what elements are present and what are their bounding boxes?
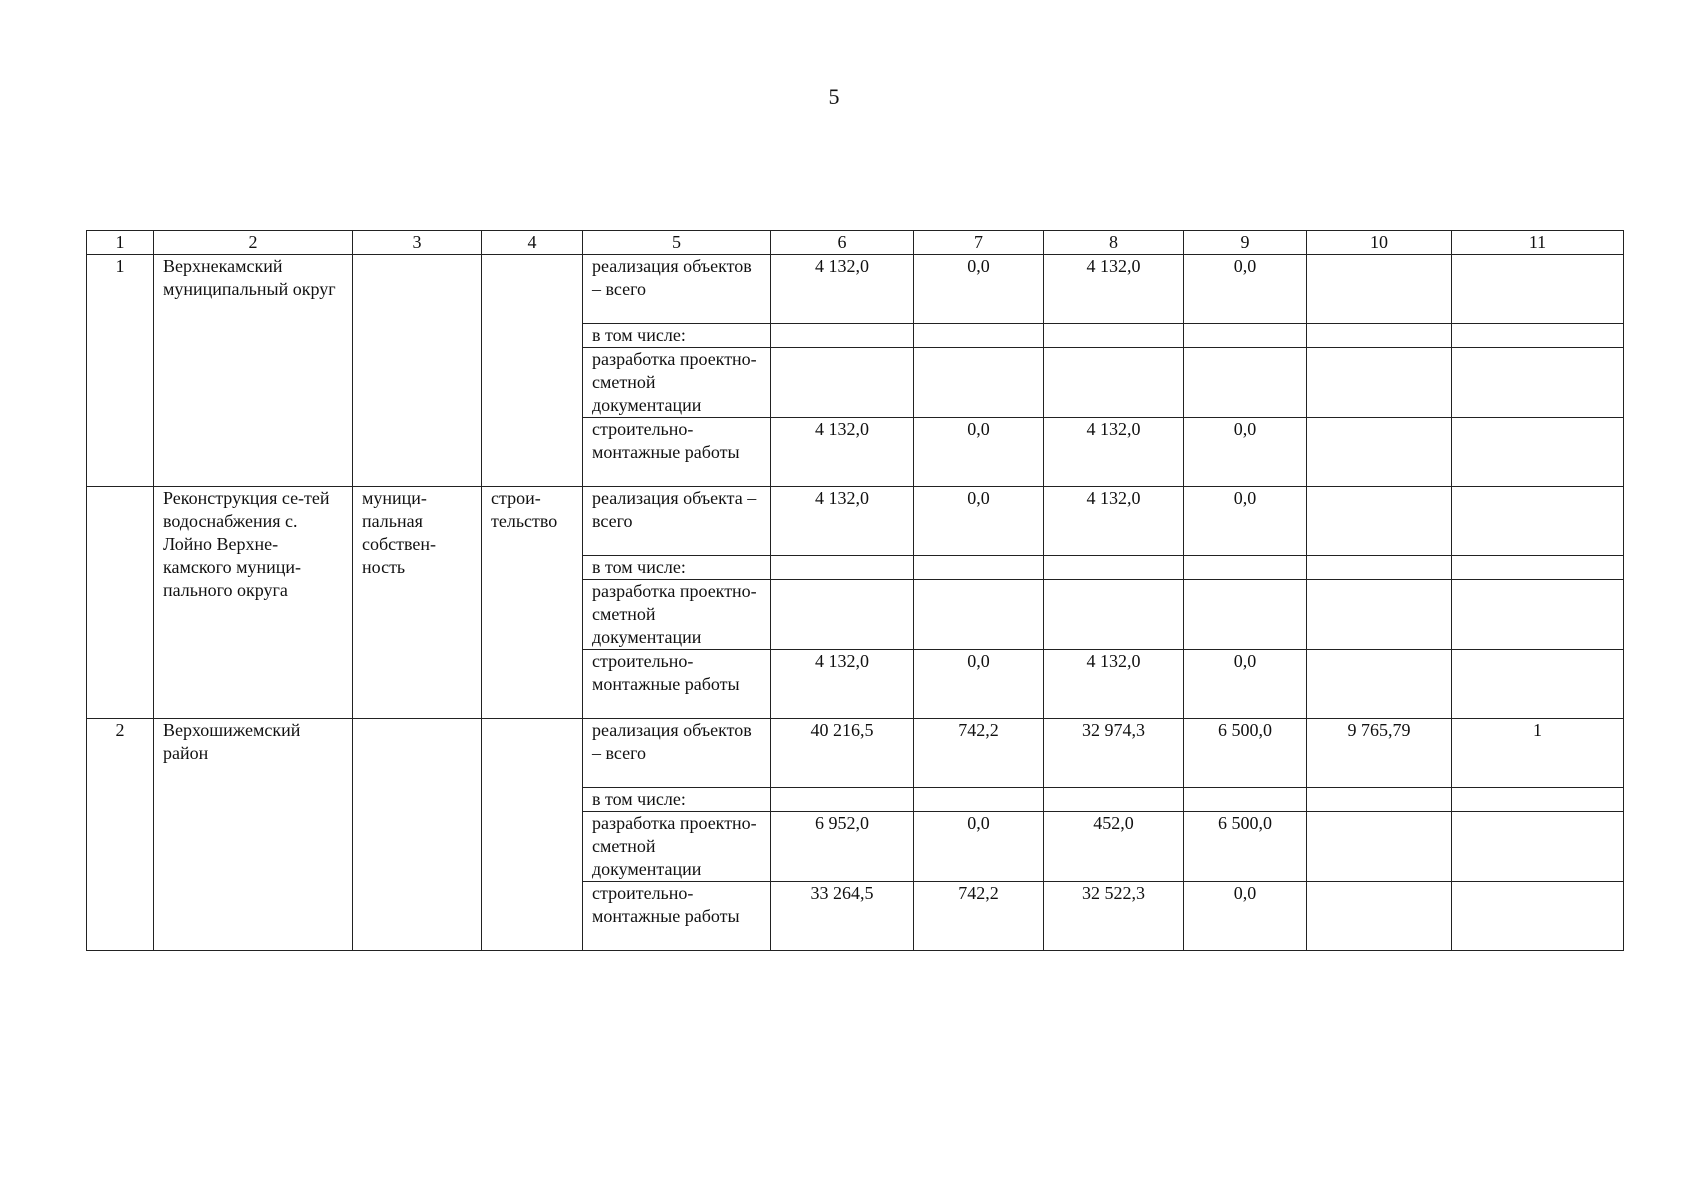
- value-cell: [1044, 324, 1184, 348]
- value-cell: 0,0: [914, 487, 1044, 556]
- value-cell: 4 132,0: [1044, 487, 1184, 556]
- row-number-cell: 1: [87, 255, 154, 487]
- value-cell: [1452, 556, 1624, 580]
- ownership-cell: [353, 719, 482, 951]
- description-cell: в том числе:: [583, 324, 771, 348]
- value-cell: 0,0: [914, 650, 1044, 719]
- value-cell: [914, 580, 1044, 650]
- value-cell: [771, 580, 914, 650]
- value-cell: 6 500,0: [1184, 719, 1307, 788]
- value-cell: [1307, 882, 1452, 951]
- header-cell: 3: [353, 231, 482, 255]
- description-cell: реализация объектов – всего: [583, 255, 771, 324]
- value-cell: 0,0: [1184, 418, 1307, 487]
- description-cell: строительно-монтажные работы: [583, 418, 771, 487]
- page-number: 5: [828, 84, 840, 109]
- description-cell: реализация объектов – всего: [583, 719, 771, 788]
- value-cell: 6 952,0: [771, 812, 914, 882]
- ownership-cell: муници-пальная собствен-ность: [353, 487, 482, 719]
- work-type-cell: строи-тельство: [482, 487, 583, 719]
- value-cell: 4 132,0: [1044, 255, 1184, 324]
- value-cell: 0,0: [1184, 255, 1307, 324]
- value-cell: [914, 788, 1044, 812]
- value-cell: 9 765,79: [1307, 719, 1452, 788]
- description-cell: в том числе:: [583, 556, 771, 580]
- description-cell: разработка проектно-сметной документации: [583, 580, 771, 650]
- header-cell: 10: [1307, 231, 1452, 255]
- value-cell: [1044, 348, 1184, 418]
- value-cell: 0,0: [914, 812, 1044, 882]
- object-name-cell: Реконструкция се-тей водоснабжения с. Лойно Верхне-камского муници-пального округа: [154, 487, 353, 719]
- value-cell: 4 132,0: [771, 650, 914, 719]
- value-cell: 4 132,0: [771, 255, 914, 324]
- value-cell: [1452, 487, 1624, 556]
- value-cell: [1044, 556, 1184, 580]
- value-cell: [1184, 788, 1307, 812]
- description-cell: разработка проектно-сметной документации: [583, 348, 771, 418]
- value-cell: [1044, 788, 1184, 812]
- value-cell: 0,0: [914, 418, 1044, 487]
- value-cell: 32 974,3: [1044, 719, 1184, 788]
- row-number-cell: 2: [87, 719, 154, 951]
- ownership-cell: [353, 255, 482, 487]
- value-cell: [1307, 812, 1452, 882]
- value-cell: 0,0: [914, 255, 1044, 324]
- object-name-cell: Верхошижемский район: [154, 719, 353, 951]
- value-cell: [1307, 487, 1452, 556]
- value-cell: 6 500,0: [1184, 812, 1307, 882]
- value-cell: [1452, 324, 1624, 348]
- value-cell: [1307, 255, 1452, 324]
- header-cell: 2: [154, 231, 353, 255]
- value-cell: 0,0: [1184, 650, 1307, 719]
- header-cell: 5: [583, 231, 771, 255]
- value-cell: [1452, 255, 1624, 324]
- header-cell: 7: [914, 231, 1044, 255]
- value-cell: 4 132,0: [771, 418, 914, 487]
- value-cell: [1307, 324, 1452, 348]
- value-cell: [1452, 348, 1624, 418]
- value-cell: [1184, 324, 1307, 348]
- value-cell: 742,2: [914, 719, 1044, 788]
- value-cell: [1184, 556, 1307, 580]
- value-cell: [1307, 418, 1452, 487]
- value-cell: [1452, 882, 1624, 951]
- header-cell: 4: [482, 231, 583, 255]
- value-cell: [1307, 580, 1452, 650]
- table-header-row: [87, 231, 1624, 255]
- value-cell: 33 264,5: [771, 882, 914, 951]
- value-cell: [1452, 812, 1624, 882]
- value-cell: [1452, 650, 1624, 719]
- value-cell: 1: [1452, 719, 1624, 788]
- value-cell: [1044, 580, 1184, 650]
- value-cell: [914, 348, 1044, 418]
- header-cell: 11: [1452, 231, 1624, 255]
- object-name-cell: Верхнекамский муниципальный округ: [154, 255, 353, 487]
- value-cell: [771, 788, 914, 812]
- header-cell: 6: [771, 231, 914, 255]
- value-cell: 40 216,5: [771, 719, 914, 788]
- value-cell: [1452, 580, 1624, 650]
- description-cell: строительно-монтажные работы: [583, 650, 771, 719]
- value-cell: [771, 556, 914, 580]
- value-cell: [1452, 418, 1624, 487]
- value-cell: [771, 324, 914, 348]
- value-cell: 4 132,0: [1044, 418, 1184, 487]
- data-table: [86, 230, 1624, 951]
- work-type-cell: [482, 255, 583, 487]
- table-row: [87, 719, 1624, 788]
- value-cell: 0,0: [1184, 882, 1307, 951]
- header-cell: 1: [87, 231, 154, 255]
- value-cell: 32 522,3: [1044, 882, 1184, 951]
- description-cell: строительно-монтажные работы: [583, 882, 771, 951]
- table-row: [87, 255, 1624, 324]
- value-cell: [1307, 556, 1452, 580]
- work-type-cell: [482, 719, 583, 951]
- table-row: [87, 487, 1624, 556]
- value-cell: [1452, 788, 1624, 812]
- value-cell: [1307, 650, 1452, 719]
- value-cell: [914, 324, 1044, 348]
- header-cell: 8: [1044, 231, 1184, 255]
- description-cell: разработка проектно-сметной документации: [583, 812, 771, 882]
- value-cell: 4 132,0: [771, 487, 914, 556]
- description-cell: в том числе:: [583, 788, 771, 812]
- description-cell: реализация объекта – всего: [583, 487, 771, 556]
- value-cell: [1307, 348, 1452, 418]
- value-cell: 0,0: [1184, 487, 1307, 556]
- value-cell: 742,2: [914, 882, 1044, 951]
- value-cell: [1184, 580, 1307, 650]
- value-cell: 452,0: [1044, 812, 1184, 882]
- header-cell: 9: [1184, 231, 1307, 255]
- row-number-cell: [87, 487, 154, 719]
- value-cell: [1307, 788, 1452, 812]
- value-cell: [771, 348, 914, 418]
- value-cell: [1184, 348, 1307, 418]
- value-cell: 4 132,0: [1044, 650, 1184, 719]
- value-cell: [914, 556, 1044, 580]
